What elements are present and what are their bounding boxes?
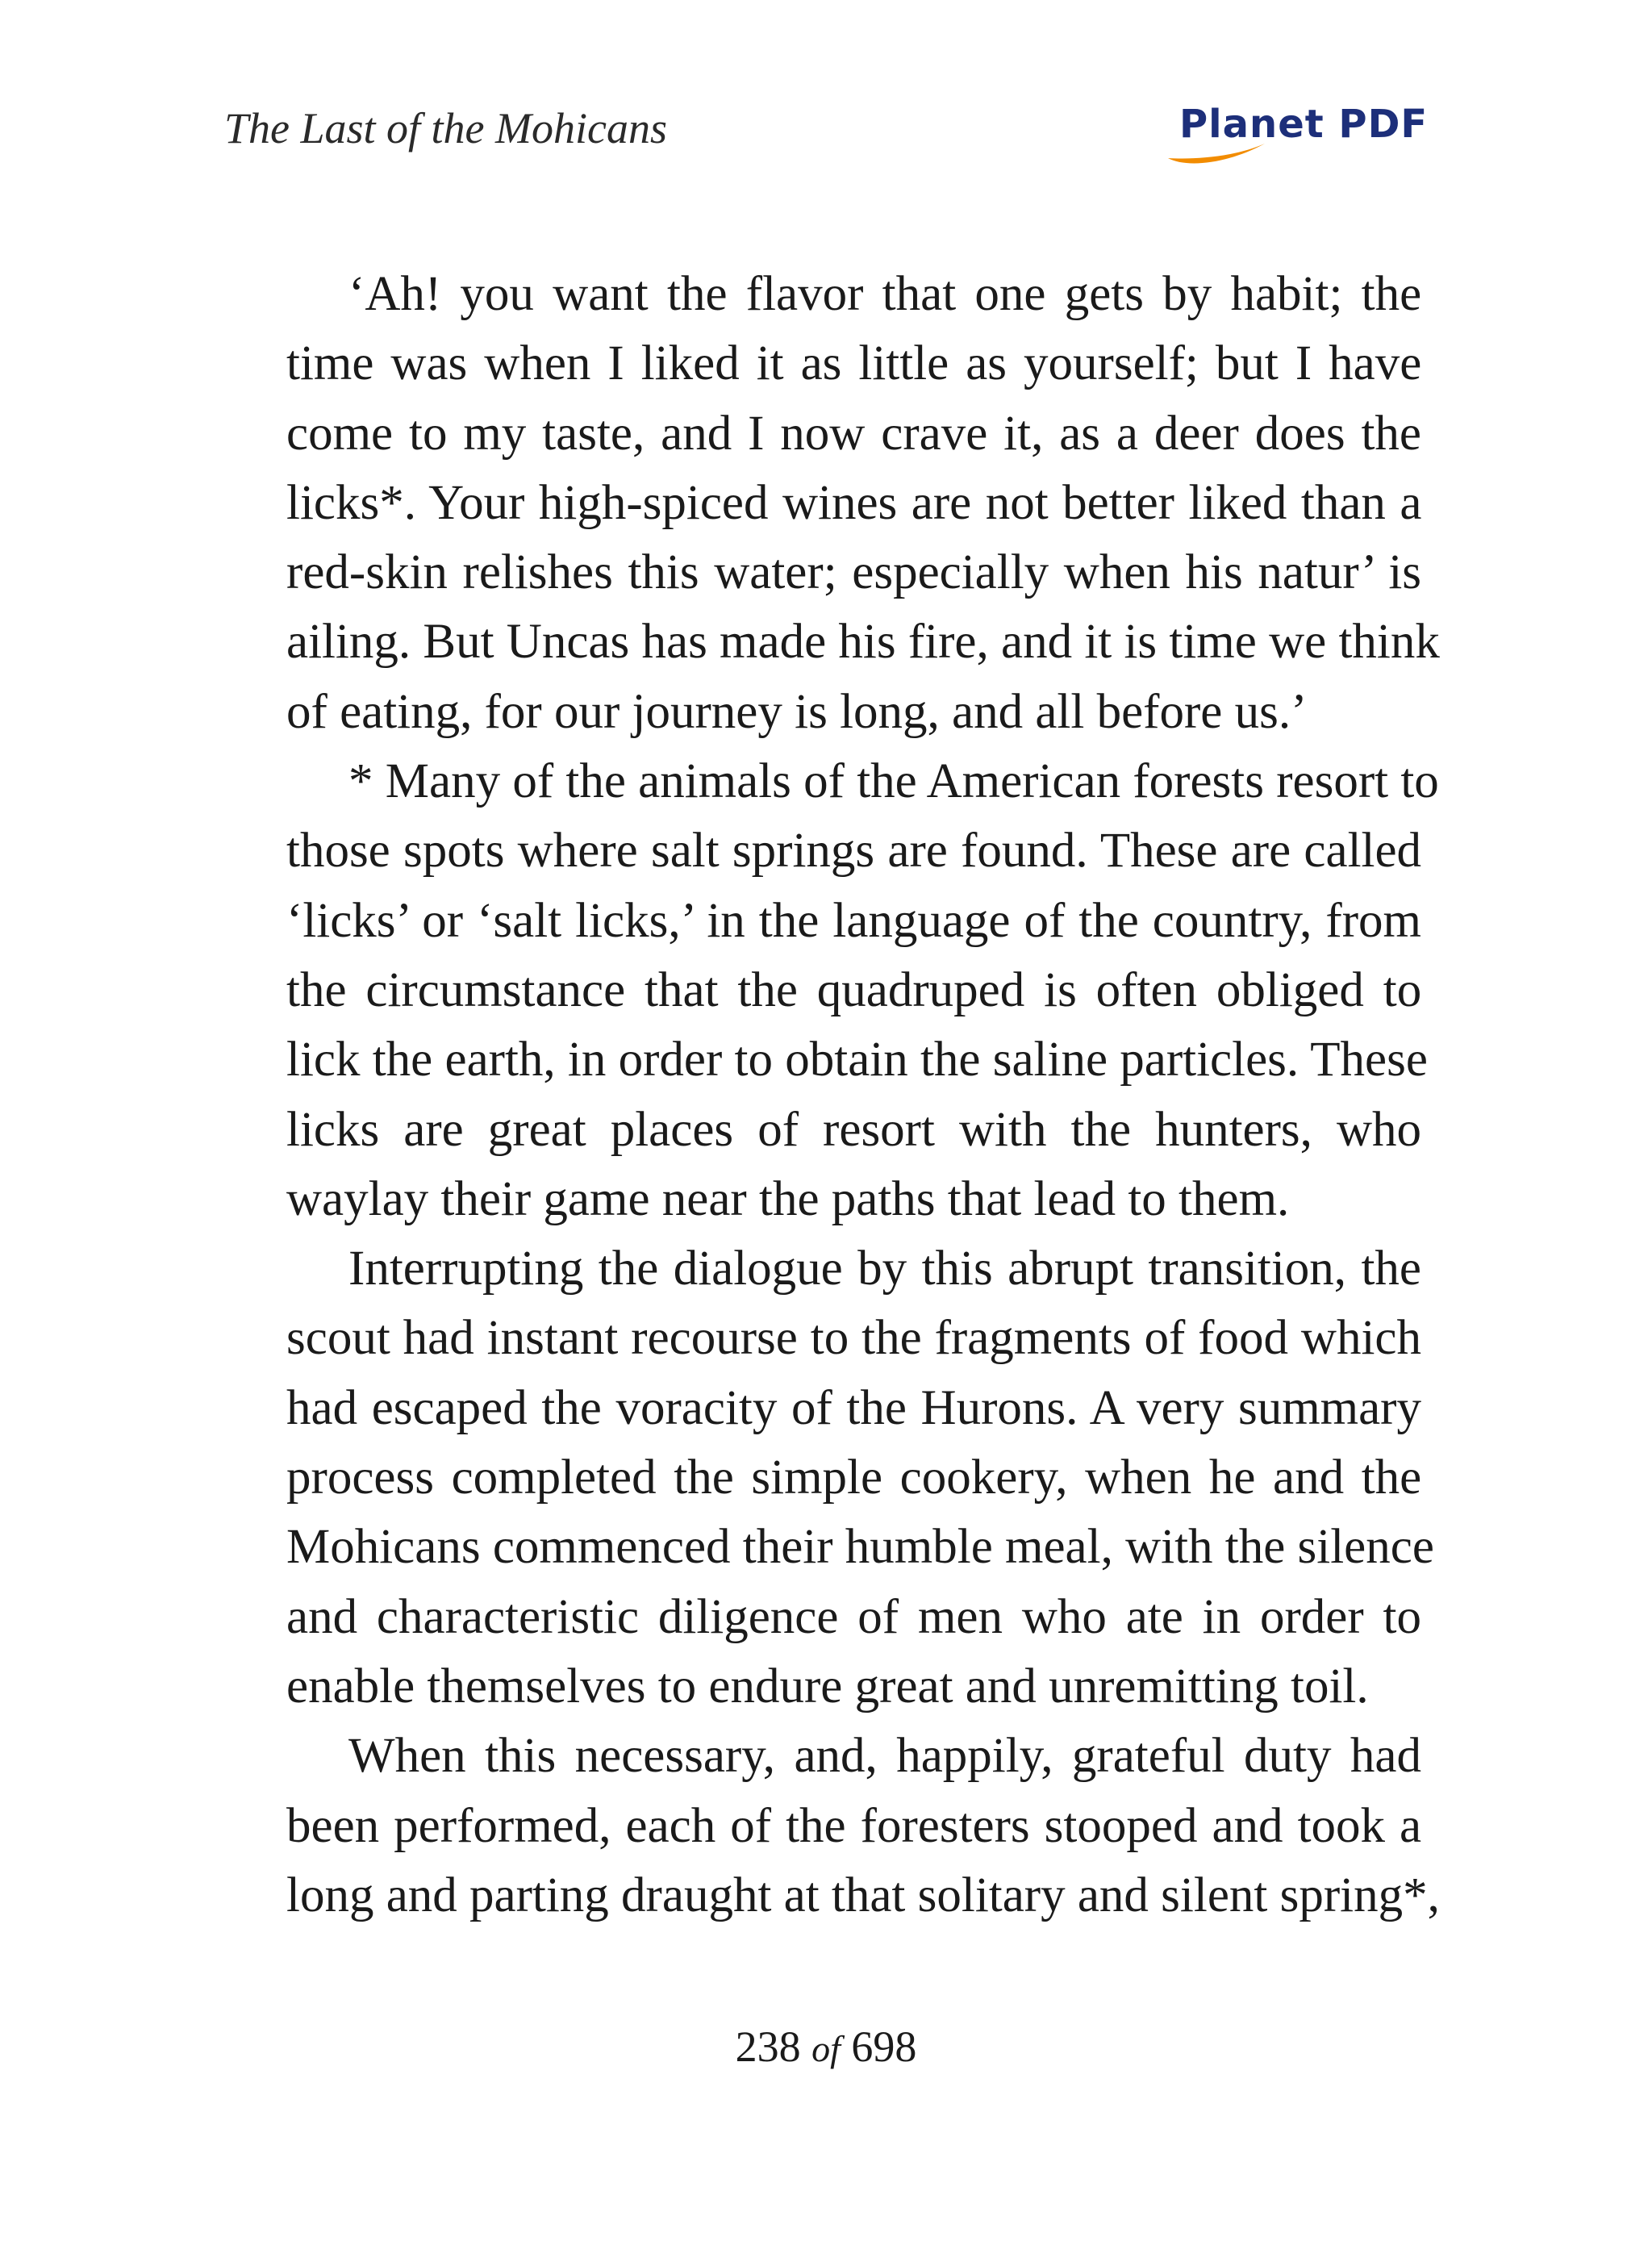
text-line: scout had instant recourse to the fragments of food which — [286, 1311, 1421, 1366]
paragraph-footnote — [224, 747, 1439, 1234]
text-line: licks are great places of resort with the hunters, who — [286, 1102, 1421, 1157]
text-line: and characteristic diligence of men who ate in order to — [286, 1589, 1421, 1644]
text-line: red-skin relishes this water; especially when his natur’ is — [286, 545, 1422, 600]
paragraph-spring — [224, 1722, 1440, 1931]
text-line: of eating, for our journey is long, and all before us.’ — [286, 684, 1308, 739]
text-line: Interrupting the dialogue by this abrupt transition, the — [348, 1242, 1421, 1296]
text-line: been performed, each of the foresters stooped and took a — [286, 1798, 1422, 1853]
text-line: Mohicans commenced their humble meal, with the silence — [286, 1520, 1434, 1575]
text-line: come to my taste, and I now crave it, as a deer does the — [286, 406, 1421, 461]
text-line: * Many of the animals of the American forests resort to — [348, 754, 1439, 809]
book-title: The Last of the Mohicans — [224, 104, 667, 152]
page-of-label: of — [811, 2028, 841, 2069]
text-line: enable themselves to endure great and unremitting toil. — [286, 1659, 1369, 1713]
text-line: process completed the simple cookery, when he and the — [286, 1450, 1422, 1505]
text-line: When this necessary, and, happily, grateful duty had — [348, 1729, 1421, 1784]
page-total: 698 — [851, 2022, 917, 2071]
text-line: the circumstance that the quadruped is often obliged to — [286, 962, 1422, 1017]
page-current: 238 — [735, 2022, 801, 2071]
text-line: had escaped the voracity of the Hurons. A very summary — [286, 1380, 1421, 1435]
text-line: ‘licks’ or ‘salt licks,’ in the language of the country, from — [286, 893, 1421, 948]
paragraph-dialogue — [224, 260, 1440, 747]
text-line: waylay their game near the paths that lead to them. — [286, 1171, 1290, 1226]
text-line: those spots where salt springs are found. These are called — [286, 824, 1422, 879]
text-line: long and parting draught at that solitary and silent spring*, — [286, 1868, 1440, 1922]
planet-pdf-logo — [1162, 102, 1429, 166]
text-line: lick the earth, in order to obtain the saline particles. These — [286, 1033, 1428, 1087]
paragraph-meal — [224, 1234, 1434, 1722]
logo-text: Planet PDF — [1179, 102, 1429, 147]
body-text — [224, 260, 1440, 1931]
page-number — [0, 2022, 1652, 2072]
text-line: licks*. Your high-spiced wines are not better liked than a — [286, 475, 1422, 530]
text-line: ‘Ah! you want the flavor that one gets by habit; the — [348, 267, 1422, 321]
text-line: time was when I liked it as little as yourself; but I have — [286, 336, 1422, 391]
text-line: ailing. But Uncas has made his fire, and it is time we think — [286, 615, 1440, 670]
